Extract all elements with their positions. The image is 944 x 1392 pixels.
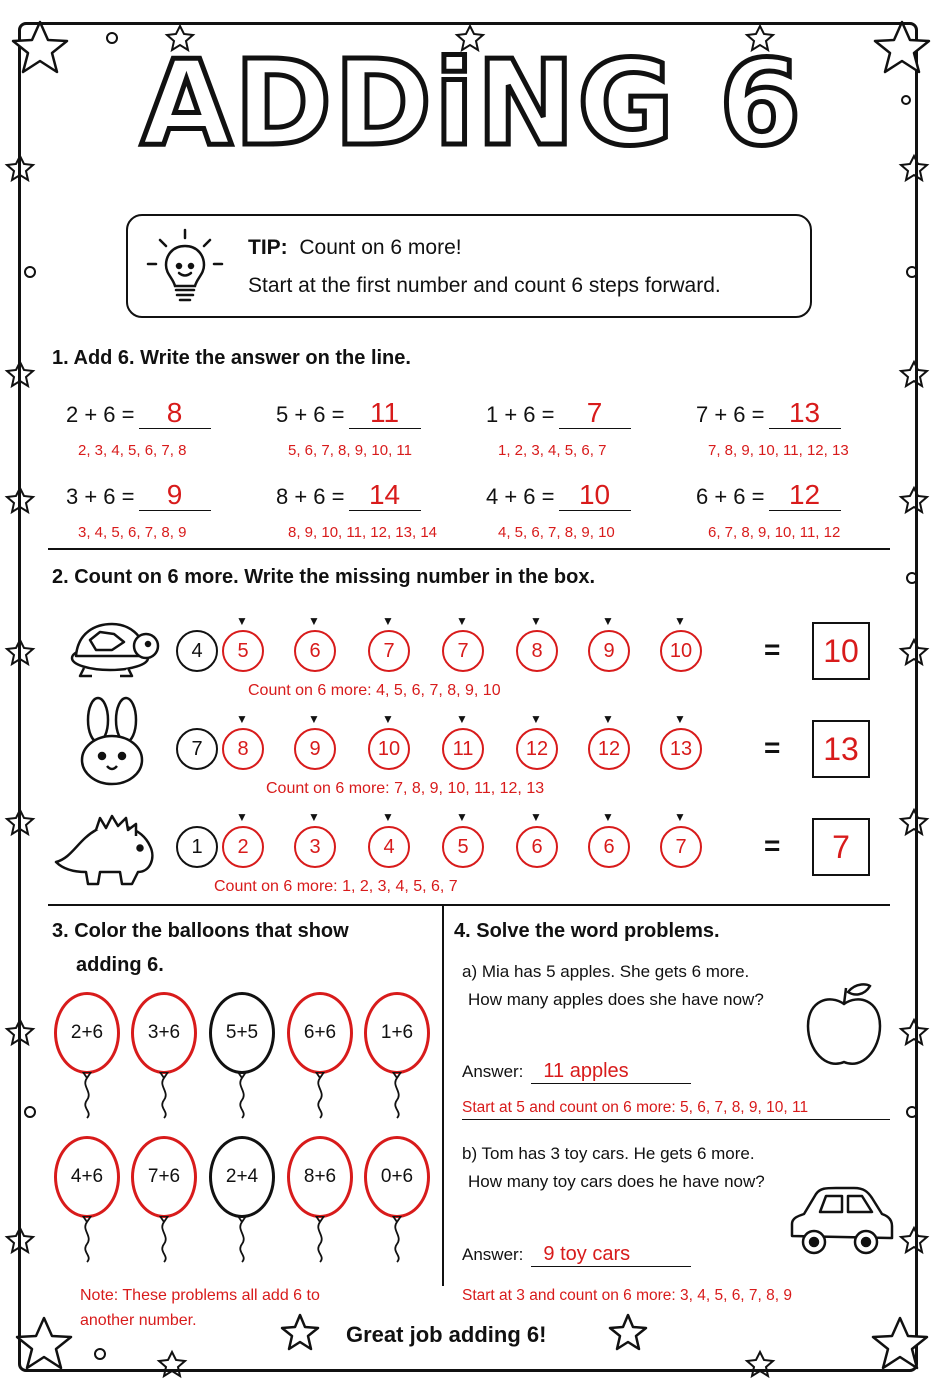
hop-arrow-icon: ▼ [308, 810, 320, 824]
equation-text: 6 + 6 = [696, 484, 765, 509]
count-sequence: 8, 9, 10, 11, 12, 13, 14 [288, 524, 438, 541]
count-sequence: 6, 7, 8, 9, 10, 11, 12 [708, 524, 841, 541]
answer-a-label: Answer: [462, 1062, 524, 1081]
balloon-string-icon [310, 1072, 330, 1120]
step-number-circle: 2 [222, 826, 264, 868]
problem-a-line2: How many apples does she have now? [468, 990, 764, 1009]
hop-arrow-icon: ▼ [530, 810, 542, 824]
hop-arrow-icon: ▼ [382, 614, 394, 628]
equation-text: 8 + 6 = [276, 484, 345, 509]
hop-arrow-icon: ▼ [382, 712, 394, 726]
tip-instruction: Start at the first number and count 6 steps forward. [248, 274, 721, 297]
step-number-circle: 5 [222, 630, 264, 672]
hop-arrow-icon: ▼ [602, 810, 614, 824]
step-number-circle: 4 [368, 826, 410, 868]
addition-problem [696, 480, 841, 511]
step-number-circle: 3 [294, 826, 336, 868]
balloon-label: 7+6 [131, 1136, 197, 1218]
addition-problem [276, 480, 421, 511]
footer-message: Great job adding 6! [346, 1322, 547, 1347]
balloon[interactable] [209, 992, 275, 1078]
addition-problem [486, 480, 631, 511]
balloon-label: 5+5 [209, 992, 275, 1074]
balloon-string-icon [232, 1072, 252, 1120]
balloon-string-icon [77, 1072, 97, 1120]
answer-a-work: Start at 5 and count on 6 more: 5, 6, 7, 8, 9, 10, 11 [462, 1099, 890, 1120]
answer-box[interactable]: 10 [812, 622, 870, 680]
hop-arrow-icon: ▼ [308, 712, 320, 726]
problem-b-line1: b) Tom has 3 toy cars. He gets 6 more. [462, 1144, 755, 1163]
balloon-label: 0+6 [364, 1136, 430, 1218]
answer-line[interactable]: 8 [139, 398, 211, 429]
balloon-string-icon [387, 1216, 407, 1264]
equals-sign: = [764, 732, 781, 763]
equation-text: 1 + 6 = [486, 402, 555, 427]
answer-a [462, 1060, 691, 1084]
addition-problem [276, 398, 421, 429]
section-4-title: 4. Solve the word problems. [454, 920, 720, 942]
step-number-circle: 8 [222, 728, 264, 770]
equals-sign: = [764, 634, 781, 665]
balloon[interactable] [54, 1136, 120, 1222]
count-sequence: 5, 6, 7, 8, 9, 10, 11 [288, 442, 412, 459]
balloon-string-icon [387, 1072, 407, 1120]
step-number-circle: 6 [588, 826, 630, 868]
balloon[interactable] [364, 1136, 430, 1222]
count-sequence: 7, 8, 9, 10, 11, 12, 13 [708, 442, 849, 459]
count-sequence: 3, 4, 5, 6, 7, 8, 9 [78, 524, 187, 541]
section-2-title: 2. Count on 6 more. Write the missing number in the box. [52, 566, 596, 588]
worksheet-title: ADDiNG 6 [140, 34, 804, 172]
hop-arrow-icon: ▼ [456, 810, 468, 824]
step-number-circle: 10 [660, 630, 702, 672]
hop-arrow-icon: ▼ [674, 712, 686, 726]
addition-problem [66, 480, 211, 511]
start-number-circle: 4 [176, 630, 218, 672]
balloon-string-icon [310, 1216, 330, 1264]
count-on-text: Count on 6 more: 4, 5, 6, 7, 8, 9, 10 [248, 682, 501, 699]
equation-text: 4 + 6 = [486, 484, 555, 509]
answer-line[interactable]: 11 [349, 398, 421, 429]
balloon[interactable] [364, 992, 430, 1078]
answer-box[interactable]: 7 [812, 818, 870, 876]
equation-text: 2 + 6 = [66, 402, 135, 427]
balloon-string-icon [154, 1216, 174, 1264]
balloon[interactable] [209, 1136, 275, 1222]
balloon-label: 6+6 [287, 992, 353, 1074]
equation-text: 7 + 6 = [696, 402, 765, 427]
step-number-circle: 9 [588, 630, 630, 672]
step-number-circle: 6 [516, 826, 558, 868]
column-divider [442, 906, 444, 1286]
count-on-text: Count on 6 more: 1, 2, 3, 4, 5, 6, 7 [214, 878, 458, 895]
hop-arrow-icon: ▼ [674, 614, 686, 628]
answer-b-work: Start at 3 and count on 6 more: 3, 4, 5, 6, 7, 8, 9 [462, 1287, 793, 1304]
answer-a-value: 11 apples [531, 1060, 691, 1084]
balloon-label: 2+4 [209, 1136, 275, 1218]
tip-label: TIP: [248, 236, 288, 259]
hop-arrow-icon: ▼ [308, 614, 320, 628]
count-sequence: 4, 5, 6, 7, 8, 9, 10 [498, 524, 615, 541]
lightbulb-icon [140, 224, 230, 314]
hop-arrow-icon: ▼ [236, 712, 248, 726]
hop-arrow-icon: ▼ [674, 810, 686, 824]
step-number-circle: 7 [442, 630, 484, 672]
answer-b [462, 1243, 691, 1267]
balloon[interactable] [131, 992, 197, 1078]
step-number-circle: 11 [442, 728, 484, 770]
balloon-label: 8+6 [287, 1136, 353, 1218]
step-number-circle: 8 [516, 630, 558, 672]
step-number-circle: 12 [516, 728, 558, 770]
note-line1: Note: These problems all add 6 to [80, 1287, 320, 1304]
balloon[interactable] [287, 992, 353, 1078]
count-sequence: 1, 2, 3, 4, 5, 6, 7 [498, 442, 607, 459]
balloon-label: 2+6 [54, 992, 120, 1074]
answer-b-label: Answer: [462, 1245, 524, 1264]
problem-a-line1: a) Mia has 5 apples. She gets 6 more. [462, 962, 750, 981]
equals-sign: = [764, 830, 781, 861]
balloon-label: 3+6 [131, 992, 197, 1074]
count-sequence: 2, 3, 4, 5, 6, 7, 8 [78, 442, 187, 459]
answer-line[interactable]: 7 [559, 398, 631, 429]
section-1-title: 1. Add 6. Write the answer on the line. [52, 347, 411, 369]
step-number-circle: 7 [660, 826, 702, 868]
addition-problem [696, 398, 841, 429]
tip-box [126, 214, 812, 318]
answer-line[interactable]: 12 [769, 480, 841, 511]
hop-arrow-icon: ▼ [602, 614, 614, 628]
balloon-label: 1+6 [364, 992, 430, 1074]
hop-arrow-icon: ▼ [456, 614, 468, 628]
answer-b-value: 9 toy cars [531, 1243, 691, 1267]
addition-problem [66, 398, 211, 429]
problem-b-line2: How many toy cars does he have now? [468, 1172, 765, 1191]
addition-problem [486, 398, 631, 429]
note-line2: another number. [80, 1312, 197, 1329]
balloon[interactable] [287, 1136, 353, 1222]
equation-text: 3 + 6 = [66, 484, 135, 509]
tip-heading [248, 236, 462, 260]
balloon[interactable] [131, 1136, 197, 1222]
hop-arrow-icon: ▼ [236, 614, 248, 628]
start-number-circle: 7 [176, 728, 218, 770]
step-number-circle: 13 [660, 728, 702, 770]
tip-text: Count on 6 more! [299, 236, 462, 259]
step-number-circle: 5 [442, 826, 484, 868]
answer-box[interactable]: 13 [812, 720, 870, 778]
balloon-string-icon [77, 1216, 97, 1264]
answer-line[interactable]: 13 [769, 398, 841, 429]
answer-line[interactable]: 14 [349, 480, 421, 511]
balloon-string-icon [154, 1072, 174, 1120]
balloon-label: 4+6 [54, 1136, 120, 1218]
balloon[interactable] [54, 992, 120, 1078]
balloon-string-icon [232, 1216, 252, 1264]
step-number-circle: 9 [294, 728, 336, 770]
section-3-title-line1: 3. Color the balloons that show [52, 920, 349, 942]
hop-arrow-icon: ▼ [456, 712, 468, 726]
hop-arrow-icon: ▼ [530, 614, 542, 628]
step-number-circle: 10 [368, 728, 410, 770]
start-number-circle: 1 [176, 826, 218, 868]
equation-text: 5 + 6 = [276, 402, 345, 427]
divider [48, 548, 890, 550]
hop-arrow-icon: ▼ [602, 712, 614, 726]
count-on-text: Count on 6 more: 7, 8, 9, 10, 11, 12, 13 [266, 780, 545, 797]
answer-line[interactable]: 10 [559, 480, 631, 511]
step-number-circle: 12 [588, 728, 630, 770]
hop-arrow-icon: ▼ [530, 712, 542, 726]
hop-arrow-icon: ▼ [236, 810, 248, 824]
step-number-circle: 7 [368, 630, 410, 672]
answer-line[interactable]: 9 [139, 480, 211, 511]
step-number-circle: 6 [294, 630, 336, 672]
divider [48, 904, 890, 906]
section-3-title-line2: adding 6. [76, 954, 164, 976]
hop-arrow-icon: ▼ [382, 810, 394, 824]
